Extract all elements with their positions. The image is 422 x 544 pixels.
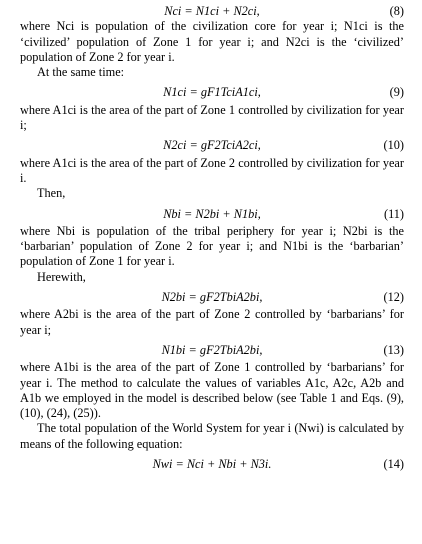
equation-formula: N2bi = gF2TbiA2bi, <box>161 290 263 305</box>
paragraph-then: Then, <box>37 186 66 201</box>
equation-number: (12) <box>383 290 404 305</box>
paragraph-area-zone1-civ: where A1ci is the area of the part of Zone 1 controlled by civilization for year i; <box>20 102 404 133</box>
paragraph-definitions-civilized: where Nci is population of the civilization core for year i; N1ci is the ‘civilized’ population of Zone 1 for year i; and N2ci is the ‘civilized’ population of Zone 2 for year i. <box>20 19 404 64</box>
equation-12 <box>20 290 404 305</box>
equation-14 <box>20 457 404 472</box>
equation-number: (14) <box>383 457 404 472</box>
paragraph-herewith: Herewith, <box>37 269 86 284</box>
paragraph-total-population: The total population of the World System for year i (Nwi) is calculated by means of the following equation: <box>20 421 404 451</box>
paragraph-area-zone2-civ: where A1ci is the area of the part of Zone 2 controlled by civilization for year i. <box>20 155 404 185</box>
equation-formula: Nci = N1ci + N2ci, <box>164 4 260 18</box>
equation-formula: N1bi = gF2TbiA2bi, <box>161 342 263 357</box>
equation-formula: Nbi = N2bi + N1bi, <box>163 206 261 221</box>
equation-number: (9) <box>389 85 404 100</box>
equation-11 <box>20 207 404 222</box>
paragraph-area-zone1-barb-method: where A1bi is the area of the part of Zone 1 controlled by ‘barbarians’ for year i. The method to calculate the values of variables A1c, A2c, A2b and A1b we employed in the model is described below (see Table 1 and Eqs. (9), (10), (24), (25)). <box>20 360 404 421</box>
equation-13 <box>20 343 404 358</box>
equation-formula: N1ci = gF1TciA1ci, <box>163 85 261 100</box>
equation-number: (10) <box>383 138 404 153</box>
equation-10 <box>20 138 404 153</box>
equation-8 <box>20 4 404 19</box>
equation-formula: Nwi = Nci + Nbi + N3i. <box>152 457 272 472</box>
equation-formula: N2ci = gF2TciA2ci, <box>163 138 261 153</box>
paragraph-area-zone2-barb: where A2bi is the area of the part of Zone 2 controlled by ‘barbarians’ for year i; <box>20 307 404 337</box>
equation-9 <box>20 85 404 100</box>
equation-number: (8) <box>389 4 404 18</box>
paragraph-definitions-barbarian: where Nbi is population of the tribal periphery for year i; N2bi is the ‘barbarian’ population of Zone 2 for year i; and N1bi is the ‘barbarian’ population of Zone 1 for year i. <box>20 223 404 269</box>
paragraph-at-same-time: At the same time: <box>37 65 125 80</box>
equation-number: (11) <box>383 206 404 221</box>
equation-number: (13) <box>383 342 404 357</box>
